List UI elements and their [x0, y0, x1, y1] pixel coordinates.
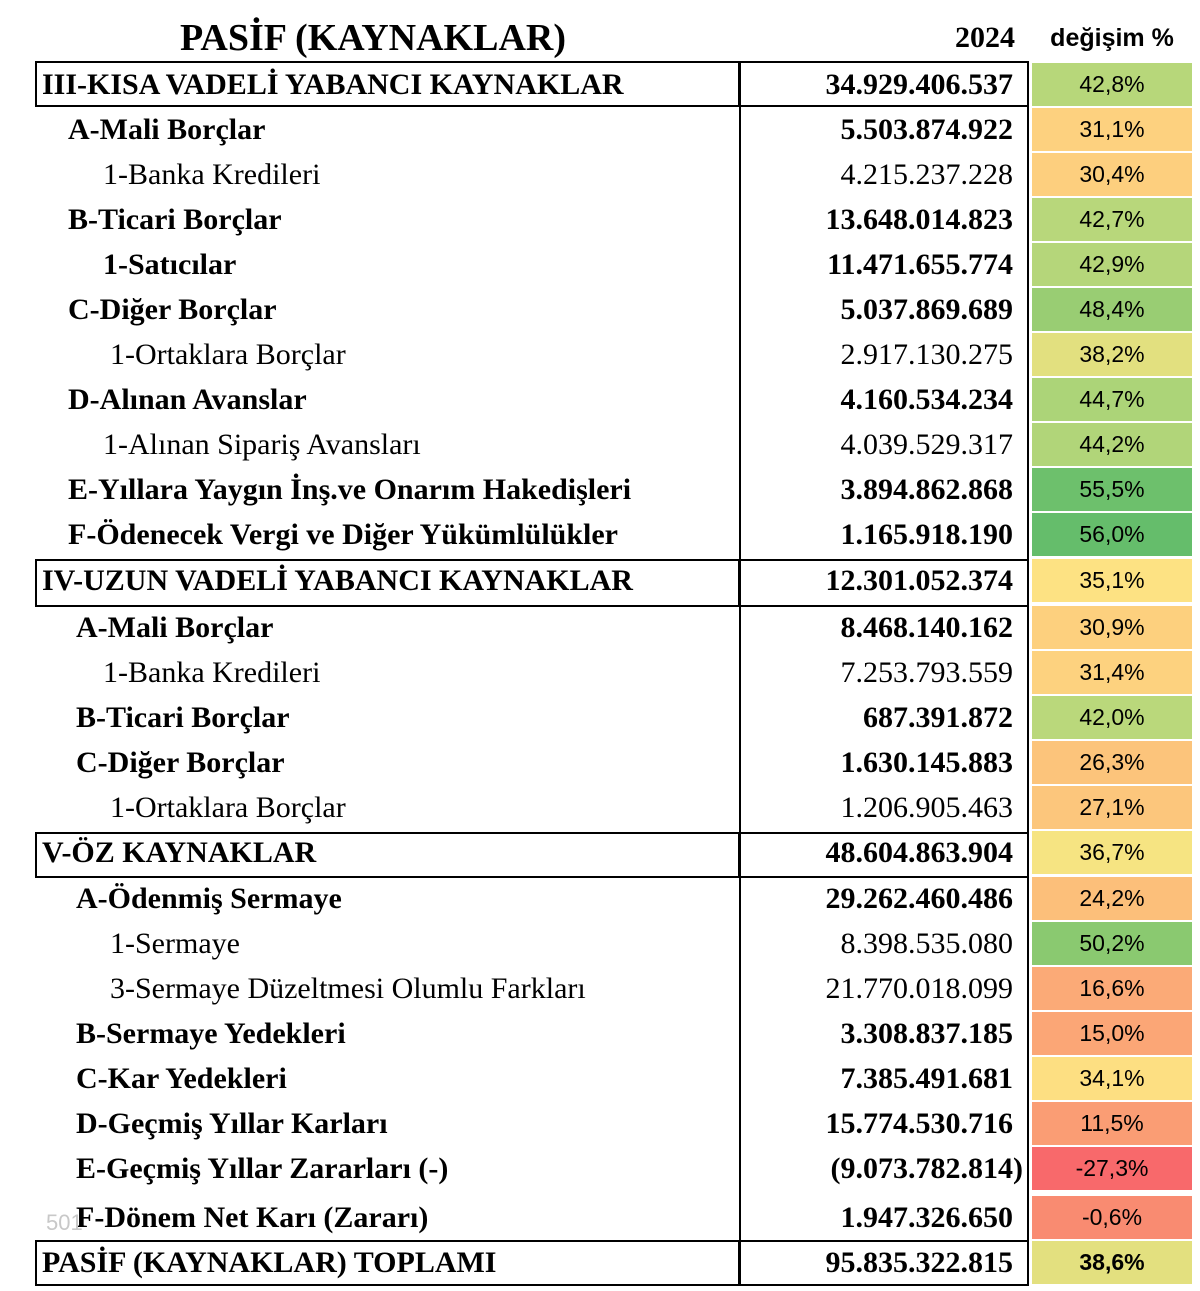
- row-value: 3.308.837.185: [840, 1017, 1013, 1050]
- row-label: F-Ödenecek Vergi ve Diğer Yükümlülükler: [68, 518, 618, 551]
- row-label: PASİF (KAYNAKLAR) TOPLAMI: [42, 1246, 497, 1279]
- table-row: [0, 966, 1200, 1011]
- row-label: 1-Sermaye: [110, 927, 240, 960]
- row-value: 1.947.326.650: [840, 1201, 1013, 1234]
- table-row: [0, 1240, 1200, 1285]
- change-percent-cell: 50,2%: [1032, 922, 1192, 965]
- table-row: [0, 287, 1200, 332]
- table-row: [0, 242, 1200, 287]
- change-percent-cell: 48,4%: [1032, 288, 1192, 331]
- row-value: 95.835.322.815: [825, 1246, 1013, 1279]
- watermark-text: 501: [46, 1210, 83, 1235]
- table-row: [0, 876, 1200, 921]
- row-label: D-Alınan Avanslar: [68, 383, 307, 416]
- change-percent-cell: 44,2%: [1032, 423, 1192, 466]
- row-value: 13.648.014.823: [825, 203, 1013, 236]
- table-row: [0, 1056, 1200, 1101]
- change-percent-cell: 36,7%: [1032, 831, 1192, 874]
- table-row: [0, 1011, 1200, 1056]
- table-row: [0, 422, 1200, 467]
- row-label: 3-Sermaye Düzeltmesi Olumlu Farkları: [110, 972, 586, 1005]
- row-label: III-KISA VADELİ YABANCI KAYNAKLAR: [42, 68, 624, 101]
- row-value: 29.262.460.486: [825, 882, 1013, 915]
- change-percent-cell: 38,2%: [1032, 333, 1192, 376]
- change-percent-cell: 42,0%: [1032, 696, 1192, 739]
- row-label: A-Ödenmiş Sermaye: [76, 882, 342, 915]
- row-label: D-Geçmiş Yıllar Karları: [76, 1107, 388, 1140]
- row-label: C-Kar Yedekleri: [76, 1062, 287, 1095]
- change-percent-cell: 42,8%: [1032, 63, 1192, 106]
- change-percent-cell: 34,1%: [1032, 1057, 1192, 1100]
- row-value: 5.037.869.689: [840, 293, 1013, 326]
- row-value: 48.604.863.904: [825, 836, 1013, 869]
- table-row: [0, 785, 1200, 830]
- row-value: 8.468.140.162: [840, 611, 1013, 644]
- row-value: (9.073.782.814): [830, 1152, 1023, 1185]
- row-value: 15.774.530.716: [825, 1107, 1013, 1140]
- row-value: 7.385.491.681: [840, 1062, 1013, 1095]
- table-row: [0, 1101, 1200, 1146]
- row-value: 21.770.018.099: [825, 972, 1013, 1005]
- table-row: [0, 332, 1200, 377]
- row-value: 3.894.862.868: [840, 473, 1013, 506]
- change-percent-cell: 16,6%: [1032, 967, 1192, 1010]
- change-percent-cell: 15,0%: [1032, 1012, 1192, 1055]
- row-label: B-Ticari Borçlar: [76, 701, 290, 734]
- change-percent-cell: 27,1%: [1032, 786, 1192, 829]
- change-percent-cell: -27,3%: [1032, 1147, 1192, 1190]
- table-title: PASİF (KAYNAKLAR): [180, 17, 566, 59]
- row-value: 2.917.130.275: [840, 338, 1013, 371]
- table-row: [0, 467, 1200, 512]
- change-percent-cell: 42,9%: [1032, 243, 1192, 286]
- row-value: 34.929.406.537: [825, 68, 1013, 101]
- row-label: F-Dönem Net Karı (Zararı): [76, 1201, 429, 1234]
- table-row: [0, 1195, 1200, 1240]
- table-row: [0, 650, 1200, 695]
- row-label: 1-Ortaklara Borçlar: [110, 338, 346, 371]
- table-row: [0, 605, 1200, 650]
- table-row: [0, 740, 1200, 785]
- row-label: B-Sermaye Yedekleri: [76, 1017, 346, 1050]
- row-value: 7.253.793.559: [840, 656, 1013, 689]
- row-label: 1-Ortaklara Borçlar: [110, 791, 346, 824]
- row-value: 1.206.905.463: [840, 791, 1013, 824]
- change-percent-cell: -0,6%: [1032, 1196, 1192, 1239]
- table-row: [0, 558, 1200, 603]
- row-label: 1-Banka Kredileri: [103, 656, 321, 689]
- row-value: 12.301.052.374: [825, 564, 1013, 597]
- row-value: 4.160.534.234: [840, 383, 1013, 416]
- change-column-header: değişim %: [1050, 24, 1174, 52]
- table-row: [0, 512, 1200, 557]
- change-percent-cell: 31,1%: [1032, 108, 1192, 151]
- row-label: 1-Alınan Sipariş Avansları: [103, 428, 421, 461]
- table-row: [0, 107, 1200, 152]
- row-label: 1-Satıcılar: [103, 248, 237, 281]
- table-row: [0, 921, 1200, 966]
- row-label: B-Ticari Borçlar: [68, 203, 282, 236]
- change-percent-cell: 31,4%: [1032, 651, 1192, 694]
- change-percent-cell: 56,0%: [1032, 513, 1192, 556]
- row-value: 687.391.872: [863, 701, 1013, 734]
- table-row: [0, 197, 1200, 242]
- row-label: IV-UZUN VADELİ YABANCI KAYNAKLAR: [42, 564, 633, 597]
- change-percent-cell: 44,7%: [1032, 378, 1192, 421]
- change-percent-cell: 26,3%: [1032, 741, 1192, 784]
- change-percent-cell: 38,6%: [1032, 1241, 1192, 1284]
- row-label: E-Geçmiş Yıllar Zararları (-): [76, 1152, 449, 1185]
- row-value: 5.503.874.922: [840, 113, 1013, 146]
- row-label: V-ÖZ KAYNAKLAR: [42, 836, 317, 869]
- change-percent-cell: 35,1%: [1032, 559, 1192, 602]
- row-value: 1.630.145.883: [840, 746, 1013, 779]
- row-label: E-Yıllara Yaygın İnş.ve Onarım Hakedişleri: [68, 473, 632, 506]
- table-row: [0, 377, 1200, 422]
- change-percent-cell: 11,5%: [1032, 1102, 1192, 1145]
- table-row: [0, 695, 1200, 740]
- table-row: [0, 152, 1200, 197]
- change-percent-cell: 55,5%: [1032, 468, 1192, 511]
- change-percent-cell: 30,9%: [1032, 606, 1192, 649]
- row-value: 8.398.535.080: [840, 927, 1013, 960]
- change-percent-cell: 24,2%: [1032, 877, 1192, 920]
- change-percent-cell: 42,7%: [1032, 198, 1192, 241]
- row-value: 4.039.529.317: [840, 428, 1013, 461]
- table-row: [0, 62, 1200, 107]
- row-label: 1-Banka Kredileri: [103, 158, 321, 191]
- table-row: [0, 830, 1200, 875]
- row-label: C-Diğer Borçlar: [68, 293, 277, 326]
- year-column-header: 2024: [955, 21, 1015, 54]
- row-label: A-Mali Borçlar: [68, 113, 266, 146]
- row-value: 4.215.237.228: [840, 158, 1013, 191]
- row-label: A-Mali Borçlar: [76, 611, 274, 644]
- row-value: 11.471.655.774: [827, 248, 1013, 281]
- row-value: 1.165.918.190: [840, 518, 1013, 551]
- change-percent-cell: 30,4%: [1032, 153, 1192, 196]
- row-label: C-Diğer Borçlar: [76, 746, 285, 779]
- table-row: [0, 1146, 1200, 1191]
